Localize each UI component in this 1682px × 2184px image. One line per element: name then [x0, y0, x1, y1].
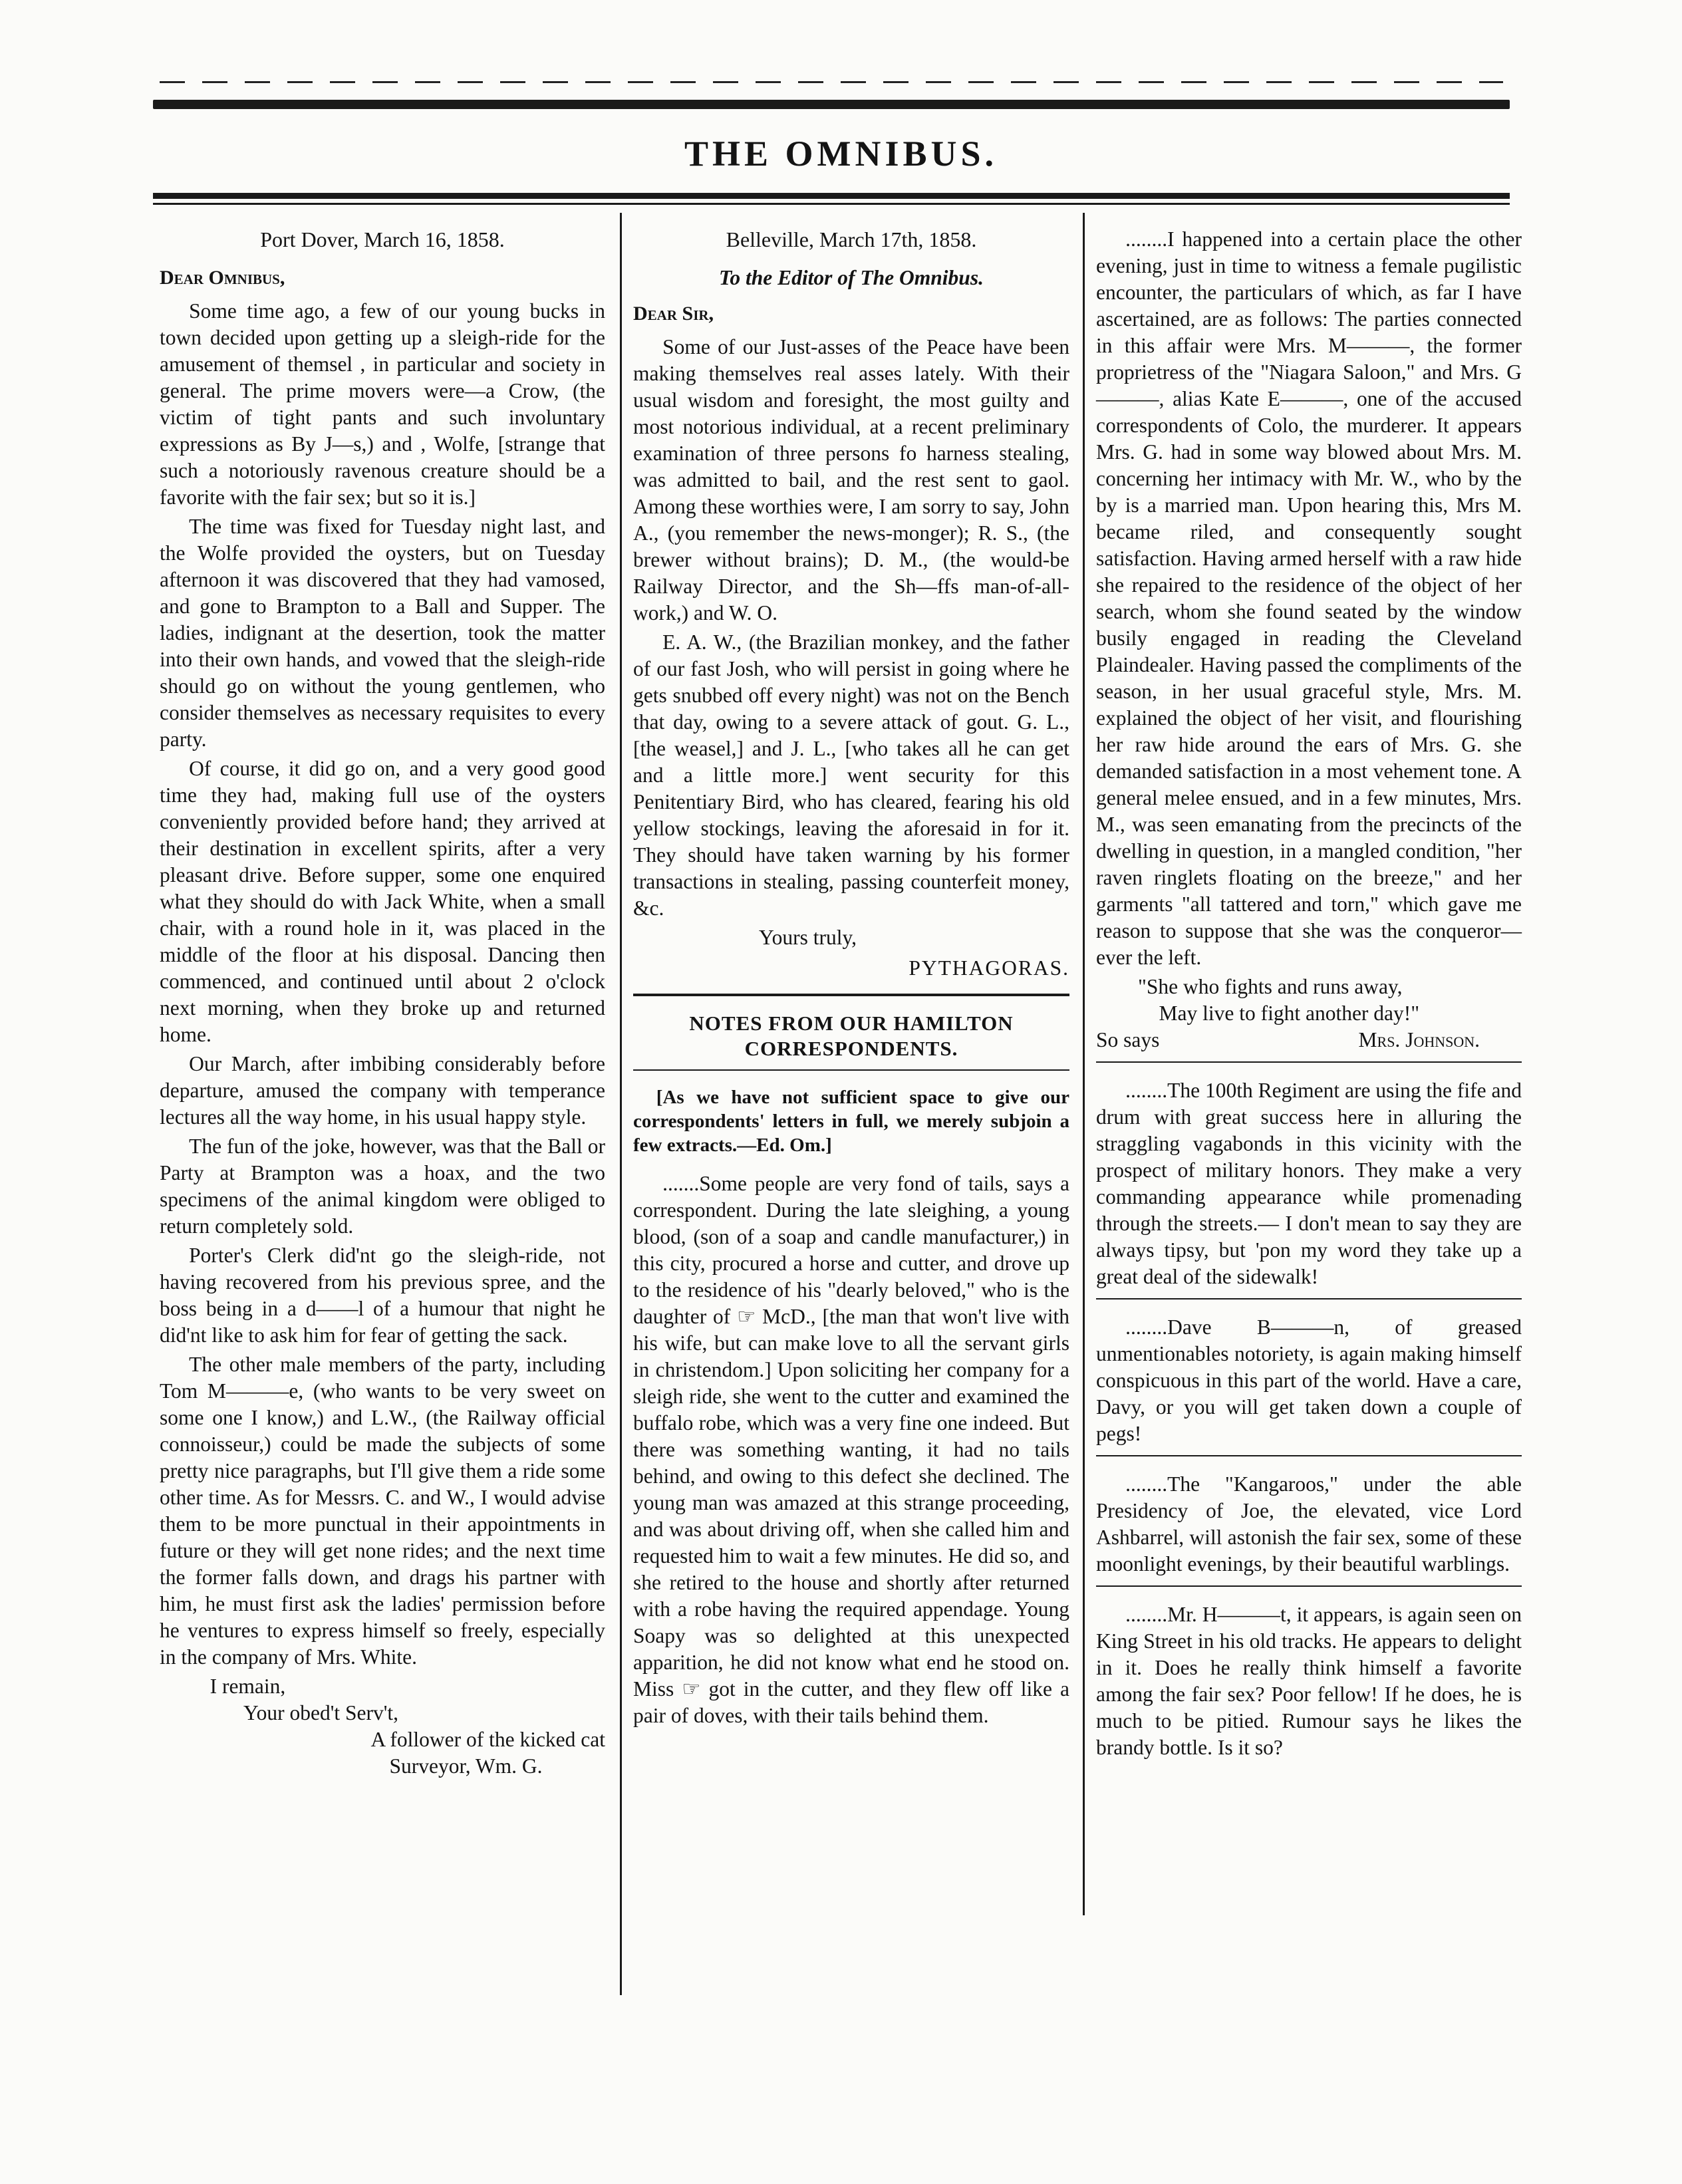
- paragraph: Some of our Just-asses of the Peace have been making themselves real asses lately. With their usual wisdom and foresight, the most guilty and most notorious individual, at a recent preliminary examination of three persons fo harness stealing, was admitted to bail, and the rest sent to gaol. Among these worthies were, I am sorry to say, John A., (you remember the news-monger); R. S., (the brewer without brains); D. M., (the would-be Railway Director, and the Sh—ffs man-of-all-work,) and W. O.: [633, 335, 1069, 624]
- note-item: .......Some people are very fond of tails, says a correspondent. During the late sleighing, a young blood, (son of a soap and candle manufacturer,) in this city, procured a horse and cutter, and drove up to the residence of his "dearly beloved," who is the daughter of ☞ McD., [the man that won't live with his wife, but can make love to all the servant girls in christendom.] Upon soliciting her company for a sleigh ride, she went to the cutter and examined the buffalo robe, which was a very fine one indeed. But there was something wanting, it had no tails behind, and owing to this defect she declined. The young man was amazed at this strange proceeding, and was about driving off, when she called him and requested him to wait a few minutes. He did so, and she retired to the house and shortly after returned with a robe having the required appendage. Young Soapy was so delighted at this unexpected apparition, he did not know what end he stood on. Miss ☞ got in the cutter, and they flew off like a pair of doves, with their tails behind them.: [633, 1172, 1069, 1727]
- section-rule-thin: [633, 1069, 1069, 1071]
- dateline: Port Dover, March 16, 1858.: [260, 227, 505, 251]
- masthead-rule: [153, 193, 1510, 199]
- says-name: Mrs. Johnson.: [1358, 1028, 1480, 1051]
- top-heavy-rule: [153, 100, 1510, 109]
- says-label: So says: [1096, 1028, 1160, 1051]
- section-rule: [1096, 1298, 1522, 1299]
- closing: I remain,: [210, 1675, 286, 1698]
- paragraph: ........I happened into a certain place the other evening, just in time to witness a female pugilistic encounter, the particulars of which, as far I have ascertained, are as follows: The parties connected in this affair were Mrs. M———, the former proprietress of the "Niagara Saloon," and Mrs. G———, alias Kate E———, one of the accused correspondents of Colo, the murderer. It appears Mrs. G. had in some way blowed about Mrs. M. concerning her intimacy with Mr. W., who by the by is a married man. Upon hearing this, Mrs M. became riled, and consequently sought satisfaction. Having armed herself with a raw hide she repaired to the residence of the object of her search, whom she found seated by the window busily engaged in reading the Cleveland Plaindealer. Having passed the compliments of the season, in her usual graceful style, Mrs. M. explained the object of her visit, and flourishing her raw hide around the ears of Mrs. G. she demanded satisfaction in a most vehement tone. A general melee ensued, and in a few minutes, Mrs. M., was seen emanating from the precincts of the dwelling in question, in a mangled condition, "her raven ringlets floating on the breeze," and her garments "all tattered and torn," which gave me reason to suppose that she was the conqueror—ever the left.: [1096, 227, 1522, 969]
- paragraph: The other male members of the party, including Tom M———e, (who wants to be very sweet on some one I know,) and L.W., (the Railway official connoisseur,) could be made the subjects of some pretty nice paragraphs, but I'll give them a ride some other time. As for Messrs. C. and W., I would advise them to be more punctual in their appointments in future or they will get none rides; and the next time the former falls down, and drags his partner with him, he must first ask the ladies' permission before he ventures to express himself so freely, especially in the company of Mrs. White.: [160, 1353, 605, 1669]
- section-rule: [1096, 1455, 1522, 1456]
- verse-line-2: May live to fight another day!": [1159, 1002, 1420, 1025]
- paragraph: Of course, it did go on, and a very good good time they had, making full use of the oysters conveniently provided before hand; they arrived at their destination in excellent spirits, after a very pleasant drive. Before supper, some one enquired what they should do with Jack White, when a small chair, with a round hole in it, was placed in the middle of the floor at his disposal. Dancing then commenced, and continued until about 2 o'clock next morning, when they broke up and returned home.: [160, 757, 605, 1046]
- note-item: ........Mr. H———t, it appears, is again seen on King Street in his old tracks. He appears to delight in it. Does he really think himself a favorite among the fair sex? Poor fellow! If he does, he is much to be pitied. Rumour says he likes the brandy bottle. Is it so?: [1096, 1603, 1522, 1759]
- section-rule: [1096, 1061, 1522, 1063]
- column-1-letter: [160, 226, 605, 1780]
- pseudonym: PYTHAGORAS.: [909, 956, 1069, 980]
- paragraph: The time was fixed for Tuesday night last, and the Wolfe provided the oysters, but on Tuesday afternoon it was discovered that they had vamosed, and gone to Brampton to a Ball and Supper. The ladies, indignant at the desertion, took the matter into their own hands, and vowed that the sleigh-ride should go on without the young gentlemen, who consider themselves as necessary requisites to every party.: [160, 515, 605, 751]
- note-item: ........Dave B———n, of greased unmentionables notoriety, is again making himself conspicuous in this part of the world. Have a care, Davy, or you will get taken down a couple of pegs!: [1096, 1315, 1522, 1445]
- masthead-title: THE OMNIBUS.: [684, 134, 998, 174]
- top-dashed-rule: [160, 81, 1503, 83]
- paragraph: Some time ago, a few of our young bucks in town decided upon getting up a sleigh-ride for the amusement of themsel , in particular and society in general. The prime movers were—a Crow, (the victim of tight pants and such involuntary expressions as By J—s,) and , Wolfe, [strange that such a notoriously ravenous creature should be a favorite with the fair sex; but so it is.]: [160, 299, 605, 509]
- signature-line-2: Surveyor, Wm. G.: [389, 1754, 543, 1778]
- notes-heading: NOTES FROM OUR HAMILTON CORRESPONDENTS.: [689, 1012, 1014, 1060]
- column-3-notes: [1096, 226, 1522, 1764]
- salutation: Dear Omnibus,: [160, 267, 285, 289]
- dateline: Belleville, March 17th, 1858.: [726, 227, 977, 251]
- paragraph: Our March, after imbibing considerably before departure, amused the company with temperance lectures all the way home, in his usual happy style.: [160, 1052, 605, 1129]
- verse-line-1: "She who fights and runs away,: [1138, 975, 1403, 998]
- section-rule: [633, 994, 1069, 996]
- section-rule: [1096, 1585, 1522, 1587]
- note-item: ........The "Kangaroos," under the able Presidency of Joe, the elevated, vice Lord Ashbarrel, will astonish the fair sex, some of these moonlight evenings, by their beautiful warblings.: [1096, 1472, 1522, 1575]
- masthead-rule-thin: [153, 203, 1510, 205]
- servant-line: Your obed't Serv't,: [243, 1701, 399, 1724]
- signature: A follower of the kicked cat: [370, 1728, 605, 1751]
- salutation: Dear Sir,: [633, 303, 714, 325]
- yours-truly: Yours truly,: [759, 926, 857, 949]
- paragraph: E. A. W., (the Brazilian monkey, and the father of our fast Josh, who will persist in going where he gets snubbed off every night) was not on the Bench that day, owing to a severe attack of gout. G. L., [the weasel,] and J. L., [who takes all he can get and a little more.] went security for this Penitentiary Bird, who has cleared, fearing his old yellow stockings, leaving the aforesaid in for it. They should have taken warning by his former transactions in stealing, passing counterfeit money, &c.: [633, 630, 1069, 920]
- says-line: [1096, 1027, 1522, 1053]
- to-editor: To the Editor of The Omnibus.: [719, 266, 984, 289]
- column-divider-2: [1083, 213, 1085, 1915]
- editor-note: [As we have not sufficient space to give our correspondents' letters in full, we merely subjoin a few extracts.—Ed. Om.]: [633, 1087, 1069, 1156]
- paragraph: Porter's Clerk did'nt go the sleigh-ride, not having recovered from his previous spree, and the boss being in a d——l of a humour that night he did'nt like to ask him for fear of getting the sack.: [160, 1244, 605, 1347]
- column-divider-1: [620, 213, 622, 1995]
- paragraph: The fun of the joke, however, was that the Ball or Party at Brampton was a hoax, and the two specimens of the animal kingdom were obliged to return completely sold.: [160, 1135, 605, 1238]
- note-item: ........The 100th Regiment are using the fife and drum with great success here in alluring the straggling vagabonds in this vicinity with the prospect of military honors. They make a very commanding appearance while promenading through the streets.— I don't mean to say they are always tipsy, but 'pon my word they take up a great deal of the sidewalk!: [1096, 1079, 1522, 1288]
- column-2-letter: [633, 226, 1069, 1732]
